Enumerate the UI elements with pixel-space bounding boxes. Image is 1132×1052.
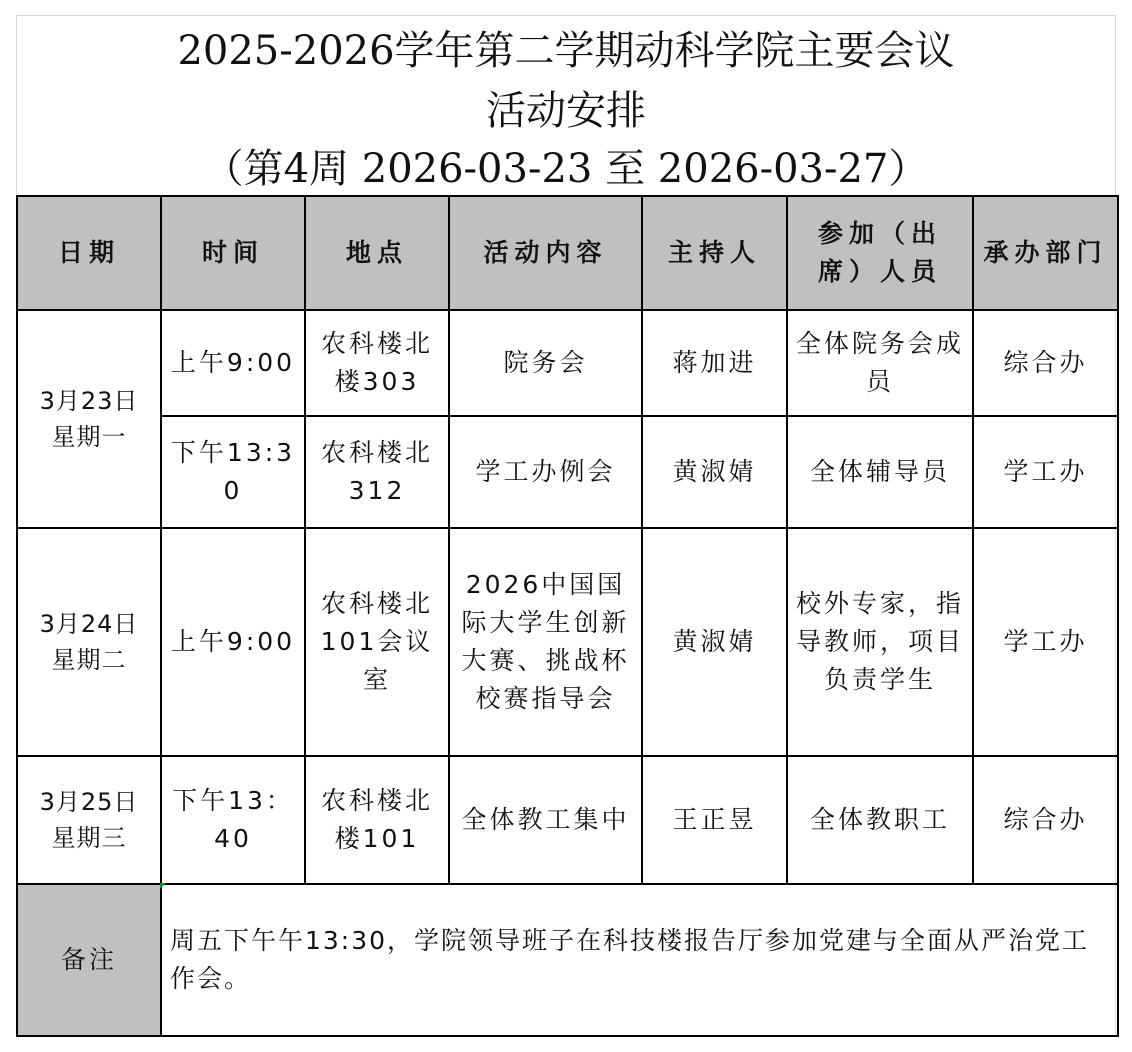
place-cell: 农科楼北101会议室 (305, 528, 449, 756)
remarks-text: 周五下午午13:30，学院领导班子在科技楼报告厅参加党建与全面从严治党工作会。 (161, 884, 1118, 1036)
content-cell: 2026中国国际大学生创新大赛、挑战杯校赛指导会 (449, 528, 642, 756)
table-row (17, 310, 1118, 416)
header-place: 地点 (305, 196, 449, 310)
weekday-text: 星期一 (51, 423, 127, 451)
header-department: 承办部门 (973, 196, 1118, 310)
remarks-row (17, 884, 1118, 1036)
host-cell: 王正昱 (642, 756, 787, 884)
host-cell: 蒋加进 (642, 310, 787, 416)
header-time: 时间 (161, 196, 305, 310)
date-text: 3月25日 (39, 788, 139, 816)
date-text: 3月24日 (39, 610, 139, 638)
time-cell: 上午9:00 (161, 310, 305, 416)
place-cell: 农科楼北楼303 (305, 310, 449, 416)
schedule-table (16, 195, 1119, 1037)
header-attendees: 参加（出席）人员 (787, 196, 973, 310)
department-cell: 综合办 (973, 756, 1118, 884)
week-range: （第4周 2026-03-23 至 2026-03-27） (203, 146, 929, 192)
attendees-cell: 校外专家，指导教师，项目负责学生 (787, 528, 973, 756)
date-cell (17, 756, 161, 884)
page-title: 2025-2026学年第二学期动科学院主要会议 (177, 28, 955, 74)
table-row (17, 756, 1118, 884)
time-cell: 下午13：40 (161, 756, 305, 884)
weekday-text: 星期二 (51, 646, 127, 674)
cell-comment-marker (160, 883, 166, 889)
time-cell: 上午9:00 (161, 528, 305, 756)
table-row (17, 416, 1118, 528)
header-content: 活动内容 (449, 196, 642, 310)
content-cell: 全体教工集中 (449, 756, 642, 884)
department-cell: 综合办 (973, 310, 1118, 416)
host-cell: 黄淑婧 (642, 416, 787, 528)
table-row (17, 528, 1118, 756)
attendees-cell: 全体教职工 (787, 756, 973, 884)
host-cell: 黄淑婧 (642, 528, 787, 756)
attendees-cell: 全体院务会成员 (787, 310, 973, 416)
page-title-line2: 活动安排 (486, 88, 646, 134)
date-text: 3月23日 (39, 387, 139, 415)
place-cell: 农科楼北312 (305, 416, 449, 528)
department-cell: 学工办 (973, 416, 1118, 528)
header-row (17, 196, 1118, 310)
header-date: 日期 (17, 196, 161, 310)
content-cell: 院务会 (449, 310, 642, 416)
place-cell: 农科楼北楼101 (305, 756, 449, 884)
attendees-cell: 全体辅导员 (787, 416, 973, 528)
remarks-label: 备注 (17, 884, 161, 1036)
date-cell (17, 310, 161, 528)
weekday-text: 星期三 (51, 824, 127, 852)
content-cell: 学工办例会 (449, 416, 642, 528)
time-cell: 下午13:30 (161, 416, 305, 528)
department-cell: 学工办 (973, 528, 1118, 756)
date-cell (17, 528, 161, 756)
header-host: 主持人 (642, 196, 787, 310)
